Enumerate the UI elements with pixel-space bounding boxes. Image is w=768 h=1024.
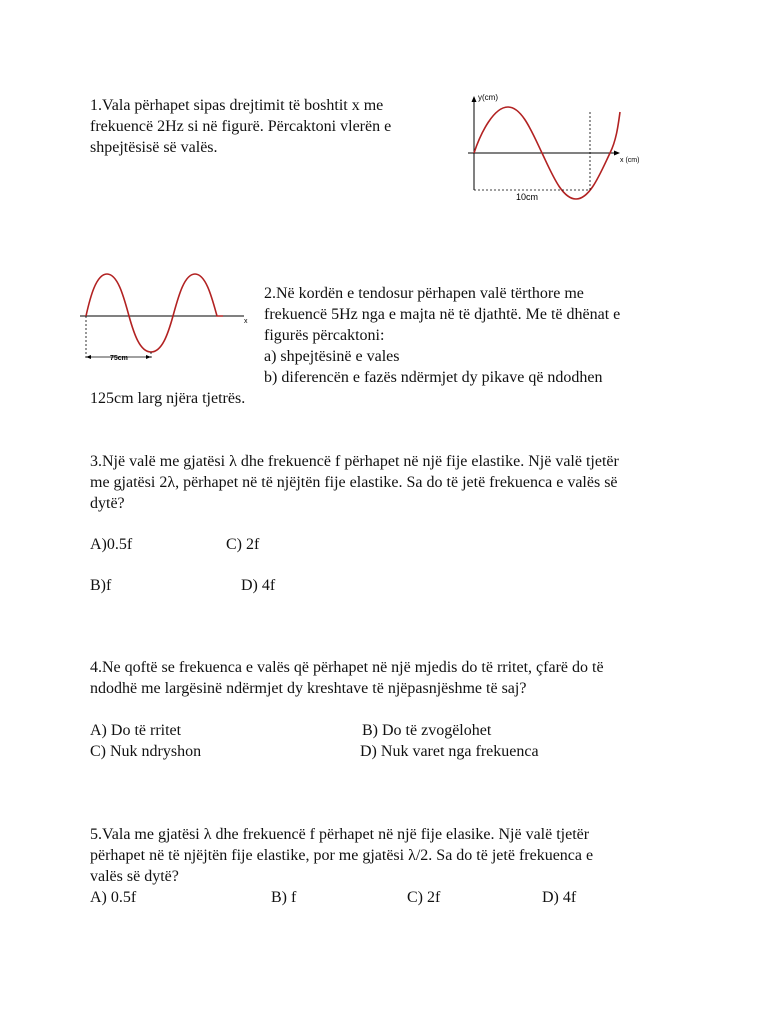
question-1-line: 1.Vala përhapet sipas drejtimit të boshtit x me — [90, 97, 384, 114]
y-axis-arrow — [472, 96, 477, 102]
question-2-line: b) diferencën e fazës ndërmjet dy pikave që ndodhen — [264, 369, 603, 386]
question-5-option-b: B) f — [271, 889, 297, 906]
question-3-line: me gjatësi 2λ, përhapet në të njëjtën fije elastike. Sa do të jetë frekuenca e valës së — [90, 474, 618, 491]
x-axis-arrow — [614, 151, 620, 156]
question-5 — [90, 824, 690, 887]
question-2-wave-figure — [76, 268, 258, 364]
question-2-line: a) shpejtësinë e vales — [264, 348, 400, 365]
question-1-line: shpejtësisë së valës. — [90, 139, 218, 156]
question-4-option-b: B) Do të zvogëlohet — [362, 722, 492, 739]
question-2-line: figurës përcaktoni: — [264, 327, 385, 344]
question-4-option-c: C) Nuk ndryshon — [90, 743, 202, 760]
question-3-line: dytë? — [90, 495, 125, 512]
wave-curve — [86, 274, 223, 352]
y-axis-label: y(cm) — [478, 93, 498, 102]
question-3-option-b: B)f — [90, 577, 112, 594]
question-1 — [90, 95, 440, 158]
question-5-line: përhapet në të njëjtën fije elastike, por me gjatësi λ/2. Sa do të jetë frekuenca e — [90, 847, 594, 864]
question-3-option-a: A)0.5f — [90, 536, 133, 553]
question-5-option-d: D) 4f — [542, 889, 577, 906]
question-5-line: 5.Vala me gjatësi λ dhe frekuencë f përhapet në një fije elasike. Një valë tjetër — [90, 826, 590, 843]
dimension-label: 10cm — [516, 192, 539, 202]
question-4-option-d: D) Nuk varet nga frekuenca — [360, 743, 539, 760]
question-1-wave-figure — [466, 92, 646, 204]
question-5-option-c: C) 2f — [407, 889, 441, 906]
dimension-label: 75cm — [110, 355, 128, 362]
question-4-option-a: A) Do të rritet — [90, 722, 182, 739]
question-3-option-d: D) 4f — [241, 577, 276, 594]
question-3 — [90, 451, 690, 514]
question-2 — [264, 283, 684, 388]
question-4-line: ndodhë me largësinë ndërmjet dy kreshtave të njëpasnjëshme të saj? — [90, 680, 527, 697]
question-3-line: 3.Një valë me gjatësi λ dhe frekuencë f përhapet në një fije elastike. Një valë tjetër — [90, 453, 619, 470]
question-2-line: frekuencë 5Hz nga e majta në të djathtë. Me të dhënat e — [264, 306, 621, 323]
question-3-option-c: C) 2f — [226, 536, 260, 553]
dimension-arrow-head — [146, 355, 151, 359]
dimension-arrow-head — [86, 355, 91, 359]
question-5-option-a: A) 0.5f — [90, 889, 137, 906]
x-axis-label: x — [244, 318, 248, 325]
question-4-line: 4.Ne qoftë se frekuenca e valës që përhapet në një mjedis do të rritet, çfarë do të — [90, 659, 604, 676]
question-4 — [90, 657, 690, 699]
question-1-line: frekuencë 2Hz si në figurë. Përcaktoni vlerën e — [90, 118, 392, 135]
x-axis-label: x (cm) — [620, 157, 640, 164]
question-2-continuation: 125cm larg njëra tjetrës. — [90, 390, 246, 407]
question-2-line: 2.Në kordën e tendosur përhapen valë tërthore me — [264, 285, 584, 302]
question-5-line: valës së dytë? — [90, 868, 179, 885]
